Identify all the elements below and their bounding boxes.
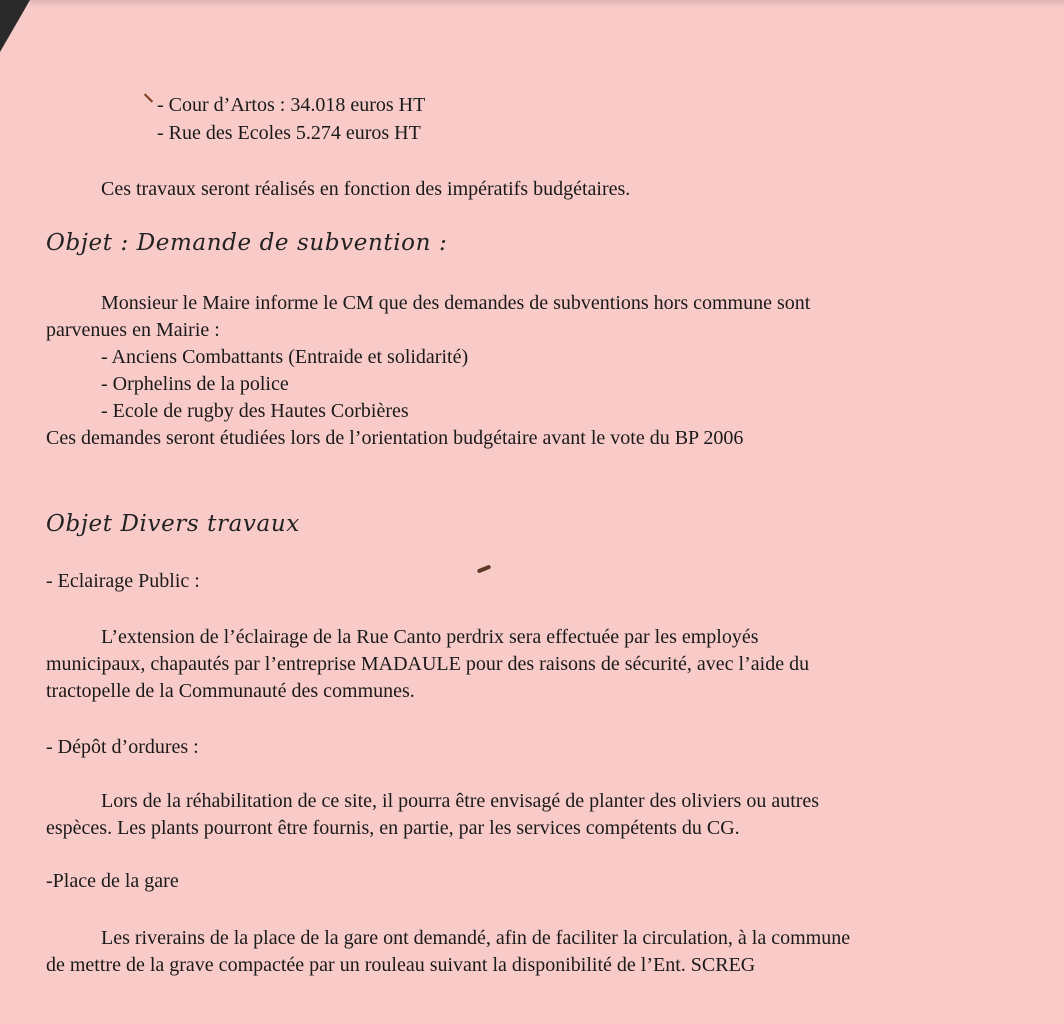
depot-line-1: Lors de la réhabilitation de ce site, il pourra être envisagé de planter des oliviers ou autres (101, 790, 820, 812)
eclairage-line-2: municipaux, chapautés par l’entreprise MADAULE pour des raisons de sécurité, avec l’aide du (46, 653, 810, 675)
gare-line-2: de mettre de la grave compactée par un rouleau suivant la disponibilité de l’Ent. SCREG (46, 954, 756, 976)
subvention-item: - Orphelins de la police (101, 373, 289, 395)
travaux-note: Ces travaux seront réalisés en fonction des impératifs budgétaires. (101, 178, 631, 200)
depot-label: - Dépôt d’ordures : (46, 736, 199, 758)
heading-demande-subvention: Objet : Demande de subvention : (46, 230, 448, 256)
eclairage-label: - Eclairage Public : (46, 570, 200, 592)
handwritten-tick-mark (144, 93, 153, 102)
subvention-conclusion: Ces demandes seront étudiées lors de l’orientation budgétaire avant le vote du BP 2006 (46, 427, 744, 449)
subvention-intro-line-2: parvenues en Mairie : (46, 319, 220, 341)
cost-item-cour-artos: - Cour d’Artos : 34.018 euros HT (157, 94, 426, 116)
gare-label: -Place de la gare (46, 870, 179, 892)
gare-line-1: Les riverains de la place de la gare ont demandé, afin de faciliter la circulation, à la commune (101, 927, 851, 949)
depot-line-2: espèces. Les plants pourront être fournis, en partie, par les services compétents du CG. (46, 817, 740, 839)
subvention-intro-line-1: Monsieur le Maire informe le CM que des demandes de subventions hors commune sont (101, 292, 811, 314)
subvention-item: - Ecole de rugby des Hautes Corbières (101, 400, 409, 422)
eclairage-line-1: L’extension de l’éclairage de la Rue Canto perdrix sera effectuée par les employés (101, 626, 759, 648)
subvention-item: - Anciens Combattants (Entraide et solidarité) (101, 346, 469, 368)
eclairage-line-3: tractopelle de la Communauté des communes. (46, 680, 415, 702)
top-edge-shadow (30, 0, 1064, 8)
cost-item-rue-ecoles: - Rue des Ecoles 5.274 euros HT (157, 122, 421, 144)
page-corner-shadow (0, 0, 30, 52)
heading-divers-travaux: Objet Divers travaux (46, 511, 300, 537)
ink-speck (477, 565, 491, 574)
